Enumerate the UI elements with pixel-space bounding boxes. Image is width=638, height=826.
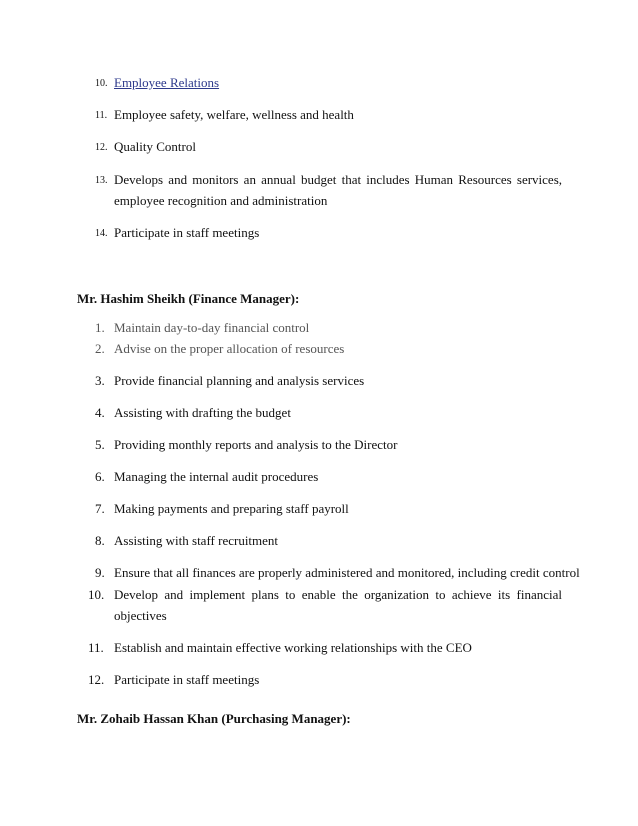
list-number: 12. bbox=[95, 142, 108, 153]
list-item: Advise on the proper allocation of resources bbox=[114, 341, 345, 356]
list-number: 13. bbox=[95, 175, 108, 186]
purchasing-manager-heading: Mr. Zohaib Hassan Khan (Purchasing Manager): bbox=[77, 711, 351, 726]
list-item: Establish and maintain effective working relationships with the CEO bbox=[114, 640, 472, 655]
list-number: 14. bbox=[95, 228, 108, 239]
list-item: Provide financial planning and analysis services bbox=[114, 373, 365, 388]
list-number: 12. bbox=[88, 672, 105, 687]
list-item: Maintain day-to-day financial control bbox=[114, 320, 310, 335]
list-item: Participate in staff meetings bbox=[114, 672, 260, 687]
list-item: Managing the internal audit procedures bbox=[114, 469, 319, 484]
list-number: 11. bbox=[88, 640, 104, 655]
list-number: 1. bbox=[95, 320, 105, 335]
list-number: 2. bbox=[95, 341, 105, 356]
list-number: 7. bbox=[95, 501, 105, 516]
list-number: 4. bbox=[95, 405, 105, 420]
list-number: 11. bbox=[95, 110, 108, 121]
list-item: Employee safety, welfare, wellness and health bbox=[114, 107, 354, 122]
list-item: Develop and implement plans to enable the organization to achieve its financial bbox=[114, 587, 562, 602]
list-item: Participate in staff meetings bbox=[114, 225, 260, 240]
list-number: 9. bbox=[95, 565, 105, 580]
finance-manager-heading: Mr. Hashim Sheikh (Finance Manager): bbox=[77, 291, 300, 306]
list-item: Develops and monitors an annual budget that includes Human Resources services, bbox=[114, 172, 562, 187]
list-item: Making payments and preparing staff payroll bbox=[114, 501, 349, 516]
list-number: 3. bbox=[95, 373, 105, 388]
list-item: Providing monthly reports and analysis to the Director bbox=[114, 437, 398, 452]
list-item: Assisting with staff recruitment bbox=[114, 533, 279, 548]
list-number: 6. bbox=[95, 469, 105, 484]
list-item-continuation: employee recognition and administration bbox=[114, 193, 328, 208]
list-number: 5. bbox=[95, 437, 105, 452]
employee-relations-link[interactable]: Employee Relations bbox=[114, 75, 220, 90]
list-number: 10. bbox=[95, 78, 108, 89]
list-number: 10. bbox=[88, 587, 105, 602]
list-item: Assisting with drafting the budget bbox=[114, 405, 291, 420]
list-item: Ensure that all finances are properly administered and monitored, including credit control bbox=[114, 565, 580, 580]
list-number: 8. bbox=[95, 533, 105, 548]
list-item-continuation: objectives bbox=[114, 608, 167, 623]
list-item: Quality Control bbox=[114, 139, 196, 154]
